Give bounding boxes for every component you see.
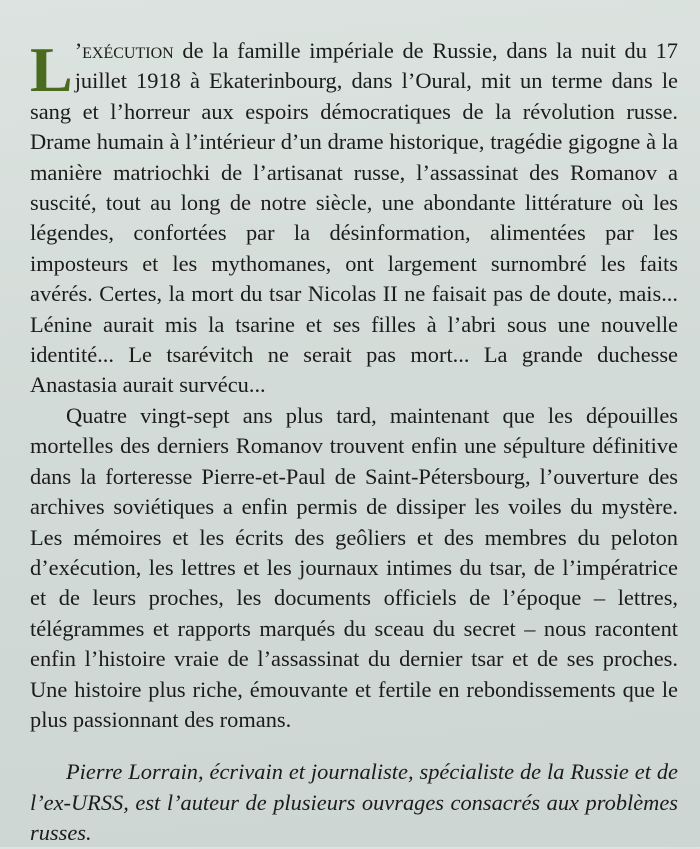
paragraph-archives: Quatre vingt-sept ans plus tard, maintenant que les dépouilles mortelles des derniers Romanov trouvent enfin une sépulture définitive dans la forteresse Pierre-et-Paul de Saint-Pétersbourg, l’ouverture des archives soviétiques a enfin permis de dissiper les voiles du mystère. Les mémoires et les écrits des geôliers et des membres du peloton d’exécution, les lettres et les journaux intimes du tsar, de l’impératrice et de leurs proches, les documents officiels de l’époque – lettres, télégrammes et rapports marqués du sceau du secret – nous racontent enfin l’histoire vraie de l’assassinat du dernier tsar et de ses proches. Une histoire plus riche, émouvante et fertile en rebondissements que le plus passionnant des romans. [30,402,678,732]
paragraph-intro [30,36,678,401]
drop-cap-apostrophe: ’ [74,38,83,63]
lead-word: exécution [82,38,174,63]
author-bio: Pierre Lorrain, écrivain et journaliste, spécialiste de la Russie et de l’ex-URSS, est l’auteur de plusieurs ouvrages consacrés aux problèmes russes. [30,759,678,846]
paragraph-intro-text: de la famille impériale de Russie, dans la nuit du 17 juillet 1918 à Ekaterinbourg, dans l’Oural, mit un terme dans le sang et l’horreur aux espoirs démocratiques de la révolution russe. Drame humain à l’intérieur d’un drame historique, tragédie gigogne à la manière matriochki de l’artisanat russe, l’assassinat des Romanov a suscité, tout au long de notre siècle, une abondante littérature où les légendes, confortées par la désinformation, alimentées par les imposteurs et les mythomanes, ont largement surnombré les faits avérés. Certes, la mort du tsar Nicolas II ne faisait pas de doute, mais... Lénine aurait mis la tsarine et ses filles à l’abri sous une nouvelle identité... Le tsarévitch ne serait pas mort... La grande duchesse Anastasia aurait survécu... [30,38,678,398]
drop-cap-letter: L [30,34,73,105]
